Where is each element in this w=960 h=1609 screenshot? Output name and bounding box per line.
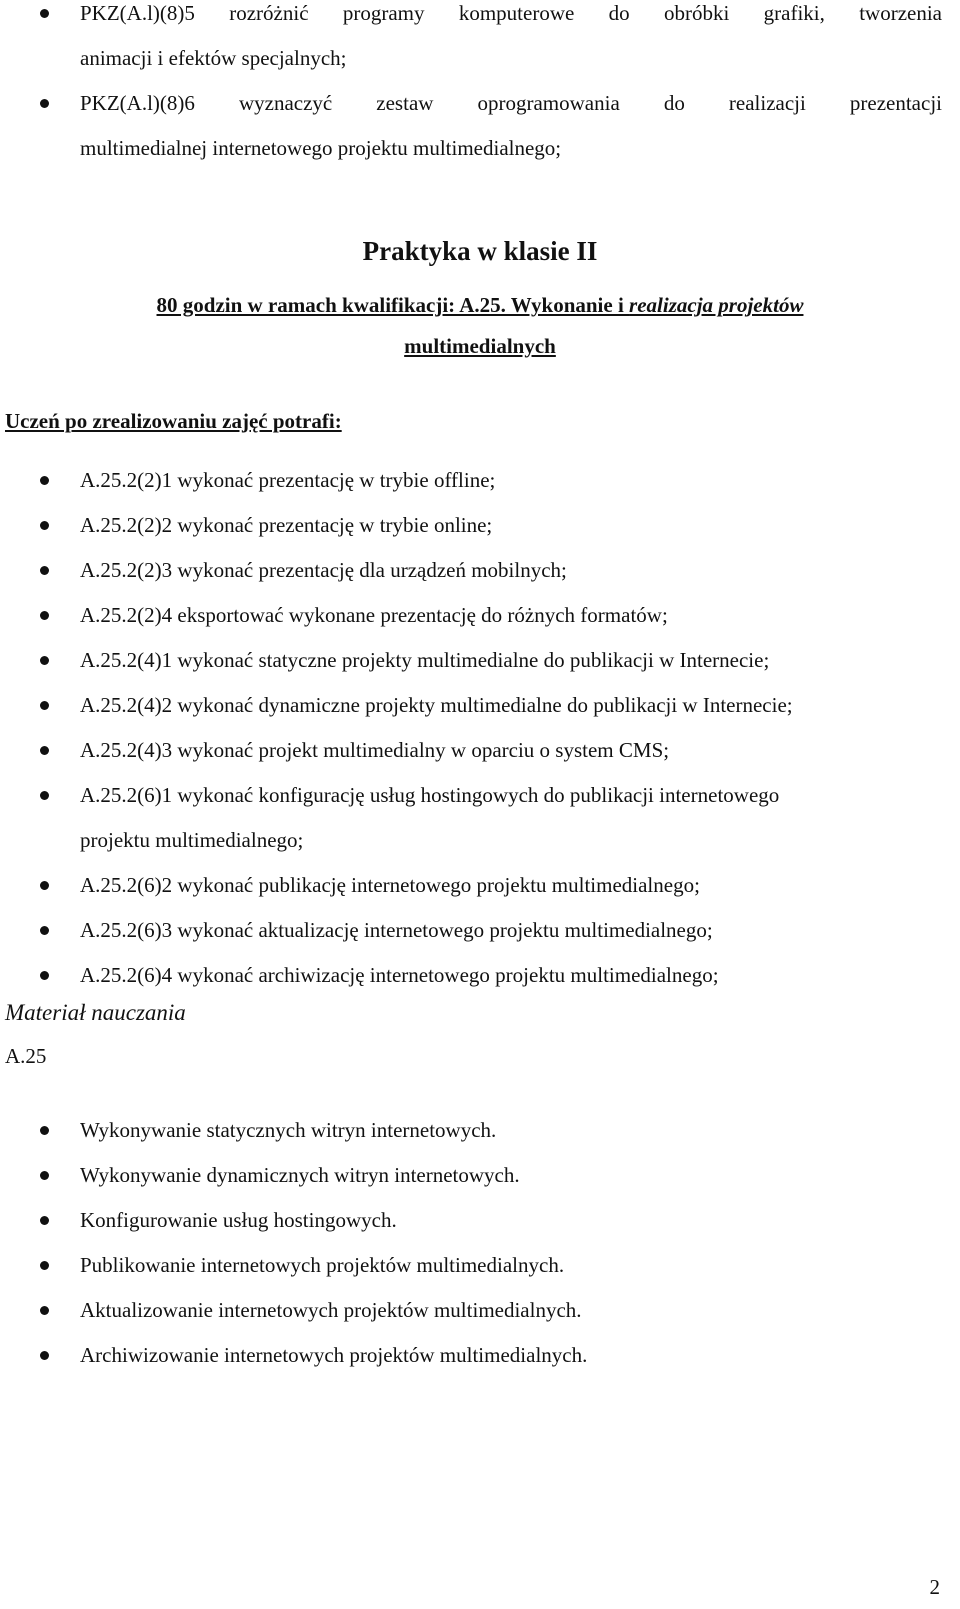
list-item-text: projektu multimedialnego; <box>80 828 304 852</box>
list-item <box>0 953 960 998</box>
list-item <box>0 1243 960 1288</box>
list-item <box>0 1153 960 1198</box>
list-item <box>0 728 960 773</box>
list-item <box>0 548 960 593</box>
list-item-text: Wykonywanie dynamicznych witryn internetowych. <box>80 1163 520 1187</box>
list-item <box>0 638 960 683</box>
list-item <box>0 863 960 908</box>
list-item <box>0 1288 960 1333</box>
outcomes-list <box>0 458 960 998</box>
list-item-text: A.25.2(2)1 wykonać prezentację w trybie offline; <box>80 468 496 492</box>
page-number: 2 <box>929 1575 940 1599</box>
list-item-text: A.25.2(4)3 wykonać projekt multimedialny w oparciu o system CMS; <box>80 738 670 762</box>
top-bullet-list <box>0 0 960 171</box>
list-item <box>0 773 960 863</box>
list-item-line: multimedialnej internetowego projektu multimedialnego; <box>80 136 562 160</box>
list-item-line: PKZ(A.l)(8)6 wyznaczyć zestaw oprogramowania do realizacji prezentacji <box>80 91 942 115</box>
subtitle-text: 80 godzin w ramach kwalifikacji: A.25. Wykonanie i <box>156 293 630 317</box>
list-item <box>0 81 960 171</box>
list-item-text: Konfigurowanie usług hostingowych. <box>80 1208 397 1232</box>
section-subtitle <box>0 285 960 367</box>
subtitle-italic-text: realizacja projektów <box>629 293 804 317</box>
list-item <box>0 593 960 638</box>
list-item-text: Publikowanie internetowych projektów multimedialnych. <box>80 1253 565 1277</box>
list-item-text: A.25.2(2)3 wykonać prezentację dla urządzeń mobilnych; <box>80 558 567 582</box>
material-list <box>0 1108 960 1378</box>
list-item <box>0 1108 960 1153</box>
list-item <box>0 1333 960 1378</box>
subtitle-line2: multimedialnych <box>404 334 556 358</box>
material-code: A.25 <box>5 1044 47 1068</box>
list-item-text: A.25.2(6)4 wykonać archiwizację internetowego projektu multimedialnego; <box>80 963 719 987</box>
list-item-text: A.25.2(6)3 wykonać aktualizację internetowego projektu multimedialnego; <box>80 918 713 942</box>
list-item-text: Wykonywanie statycznych witryn internetowych. <box>80 1118 497 1142</box>
list-item-text: A.25.2(6)1 wykonać konfigurację usług hostingowych do publikacji internetowego <box>80 783 780 807</box>
list-item-text: A.25.2(2)2 wykonać prezentację w trybie online; <box>80 513 493 537</box>
list-item-text: Aktualizowanie internetowych projektów multimedialnych. <box>80 1298 582 1322</box>
section-title: Praktyka w klasie II <box>362 236 598 266</box>
list-item-line: PKZ(A.l)(8)5 rozróżnić programy komputerowe do obróbki grafiki, tworzenia <box>80 1 942 25</box>
list-item <box>0 458 960 503</box>
list-item <box>0 503 960 548</box>
list-item <box>0 0 960 81</box>
list-item-line: animacji i efektów specjalnych; <box>80 46 347 70</box>
list-item-text: A.25.2(6)2 wykonać publikację internetowego projektu multimedialnego; <box>80 873 700 897</box>
outcomes-heading: Uczeń po zrealizowaniu zajęć potrafi: <box>5 409 342 433</box>
list-item-text: A.25.2(4)1 wykonać statyczne projekty multimedialne do publikacji w Internecie; <box>80 648 770 672</box>
list-item-text: A.25.2(2)4 eksportować wykonane prezentację do różnych formatów; <box>80 603 668 627</box>
list-item <box>0 908 960 953</box>
list-item-text: A.25.2(4)2 wykonać dynamiczne projekty multimedialne do publikacji w Internecie; <box>80 693 793 717</box>
list-item-text: Archiwizowanie internetowych projektów multimedialnych. <box>80 1343 588 1367</box>
list-item <box>0 1198 960 1243</box>
material-heading: Materiał nauczania <box>5 1000 186 1025</box>
list-item <box>0 683 960 728</box>
